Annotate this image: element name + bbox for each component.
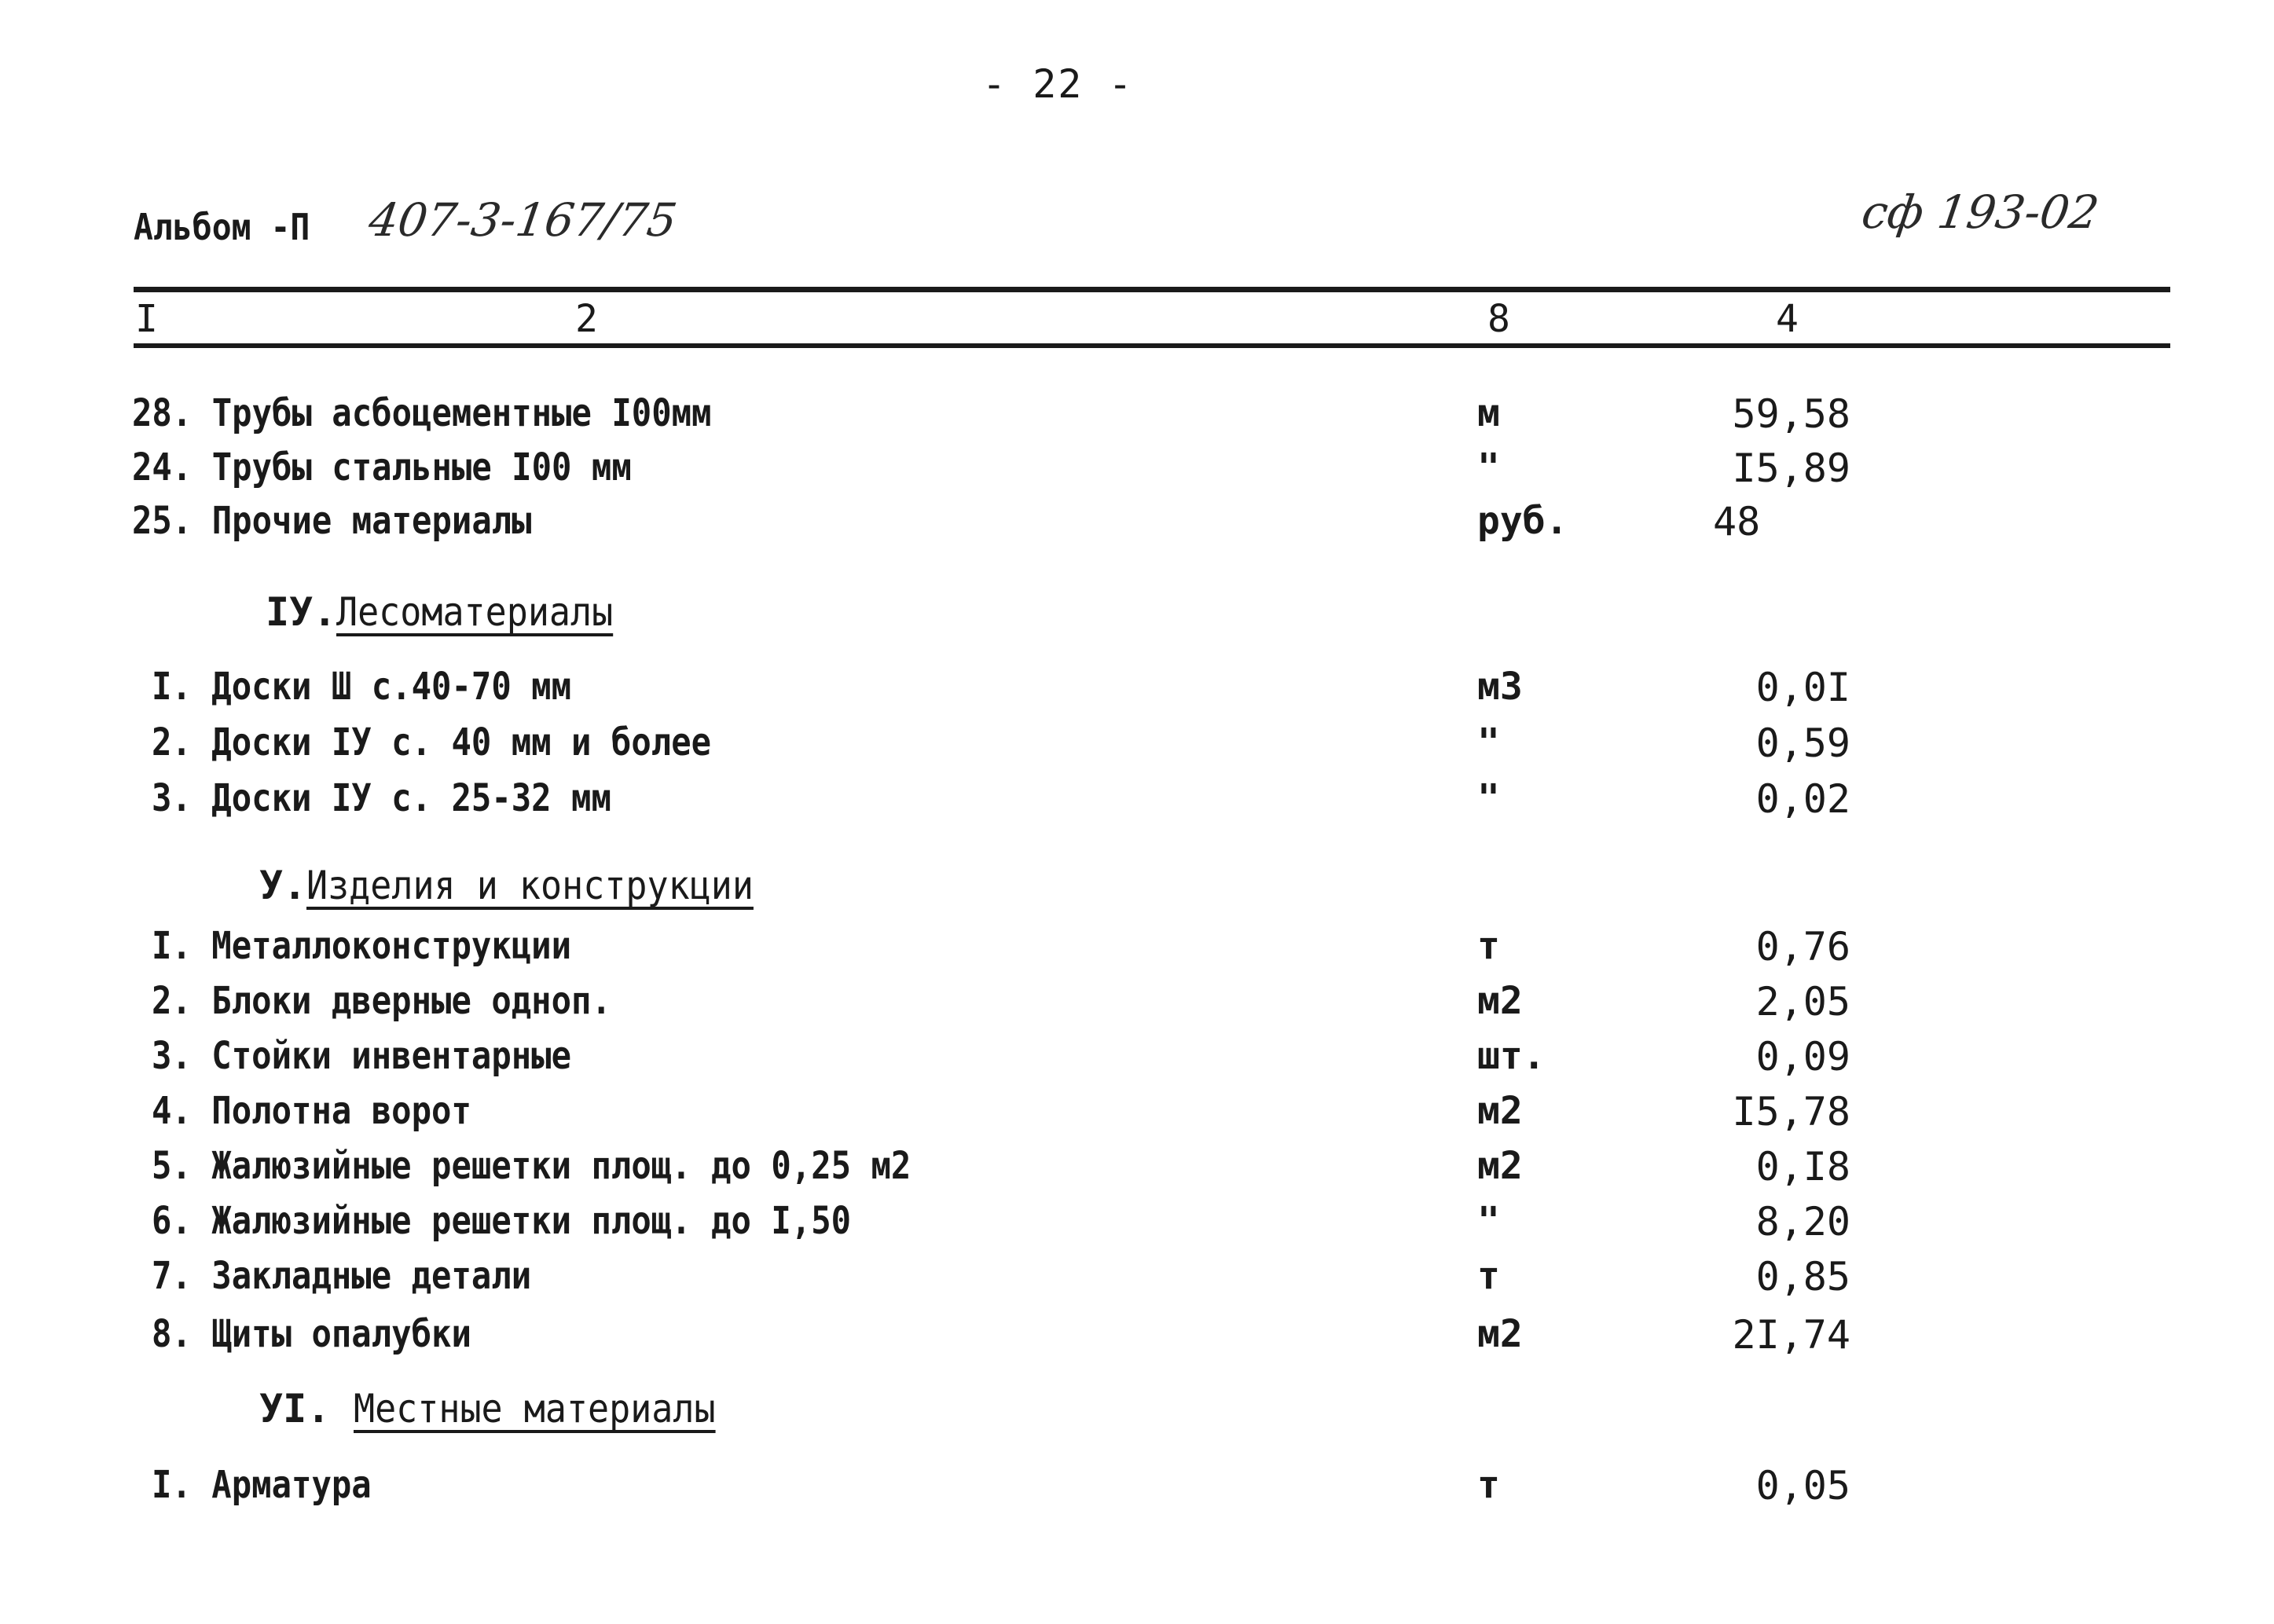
section-numeral: IУ.	[266, 589, 337, 635]
album-label: Альбом -П	[134, 206, 310, 248]
table-row	[0, 1463, 2274, 1513]
row-value: 0,76	[1755, 924, 1850, 970]
row-value: I5,78	[1732, 1089, 1850, 1135]
row-text: 4. Полотна ворот	[152, 1089, 471, 1133]
row-value: 2,05	[1755, 979, 1850, 1025]
table-row	[0, 979, 2274, 1029]
row-unit: м2	[1477, 1089, 1523, 1133]
section-heading-products	[259, 863, 803, 908]
section-heading-local-materials	[259, 1386, 756, 1432]
row-value: 0,09	[1755, 1034, 1850, 1080]
row-text: 2. Блоки дверные одноп.	[152, 979, 611, 1023]
table-row	[0, 1144, 2274, 1194]
row-text: 8. Щиты опалубки	[152, 1312, 471, 1356]
row-text: 6. Жалюзийные решетки площ. до I,50	[152, 1199, 852, 1243]
row-text: 25. Прочие материалы	[132, 499, 532, 543]
table-rule-top	[134, 287, 2170, 292]
table-row	[0, 776, 2274, 827]
row-value: 0,I8	[1755, 1144, 1850, 1190]
row-unit: м2	[1477, 979, 1523, 1023]
row-text: 5. Жалюзийные решетки площ. до 0,25 м2	[152, 1144, 911, 1188]
row-text: 3. Доски IУ с. 25-32 мм	[152, 776, 611, 820]
table-rule-bottom	[134, 343, 2170, 348]
row-unit: руб.	[1477, 499, 1568, 543]
row-text: 7. Закладные детали	[152, 1254, 532, 1298]
table-row	[0, 499, 2274, 549]
section-heading-lumber	[266, 589, 644, 635]
row-unit: т	[1477, 1254, 1500, 1298]
row-text: 24. Трубы стальные I00 мм	[132, 445, 632, 489]
section-title: Местные материалы	[354, 1386, 716, 1432]
table-row	[0, 1199, 2274, 1249]
section-numeral: УI.	[259, 1386, 331, 1432]
row-unit: м2	[1477, 1312, 1523, 1356]
table-row	[0, 1089, 2274, 1139]
column-header-1: I	[135, 297, 158, 341]
row-text: I. Арматура	[152, 1463, 372, 1507]
row-value: 2I,74	[1732, 1312, 1850, 1358]
row-value: 0,05	[1755, 1463, 1850, 1509]
row-text: 28. Трубы асбоцементные I00мм	[132, 391, 712, 435]
table-row	[0, 445, 2274, 496]
row-text: 3. Стойки инвентарные	[152, 1034, 572, 1078]
row-value: 0,0I	[1755, 665, 1850, 710]
row-unit: "	[1477, 445, 1500, 489]
column-header-3: 8	[1487, 297, 1510, 341]
row-unit: т	[1477, 924, 1500, 968]
section-title: Изделия и конструкции	[306, 863, 754, 908]
row-value: 0,02	[1755, 776, 1850, 822]
table-row	[0, 391, 2274, 442]
row-value: I5,89	[1732, 445, 1850, 491]
row-value: 48	[1713, 499, 1761, 544]
column-header-2: 2	[575, 297, 598, 341]
row-unit: т	[1477, 1463, 1500, 1507]
row-unit: "	[1477, 776, 1500, 820]
row-unit: м2	[1477, 1144, 1523, 1188]
row-unit: "	[1477, 1199, 1500, 1243]
album-handwritten-number: 407-3-167/75	[365, 193, 680, 247]
row-text: I. Металлоконструкции	[152, 924, 572, 968]
table-row	[0, 1254, 2274, 1304]
row-value: 8,20	[1755, 1199, 1850, 1245]
section-title: Лесоматериалы	[336, 589, 614, 635]
page-number: - 22 -	[982, 61, 1134, 107]
table-row	[0, 1312, 2274, 1362]
column-header-4: 4	[1776, 297, 1799, 341]
table-row	[0, 665, 2274, 715]
row-value: 0,59	[1755, 720, 1850, 766]
row-unit: "	[1477, 720, 1500, 764]
document-code-handwritten: сф 193-02	[1858, 185, 2103, 239]
row-text: 2. Доски IУ с. 40 мм и более	[152, 720, 712, 764]
row-value: 0,85	[1755, 1254, 1850, 1300]
row-unit: м3	[1477, 665, 1523, 709]
row-value: 59,58	[1732, 391, 1850, 437]
table-row	[0, 720, 2274, 771]
table-row	[0, 1034, 2274, 1084]
row-text: I. Доски Ш с.40-70 мм	[152, 665, 572, 709]
table-row	[0, 924, 2274, 974]
row-unit: шт.	[1477, 1034, 1546, 1078]
section-numeral: У.	[259, 863, 307, 908]
row-unit: м	[1477, 391, 1500, 435]
